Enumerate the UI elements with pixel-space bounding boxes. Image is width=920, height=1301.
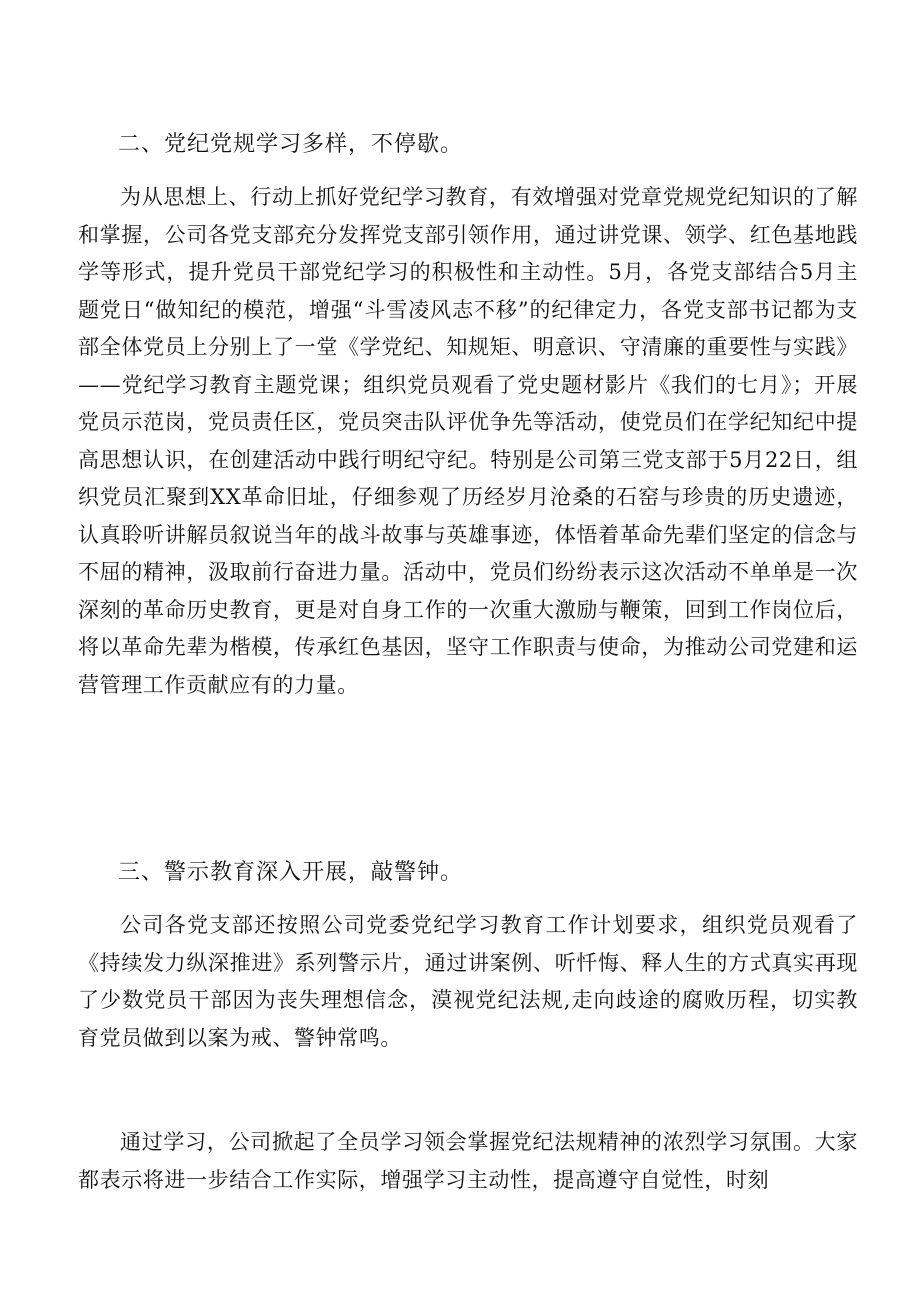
section-3-paragraph-1: 公司各党支部还按照公司党委党纪学习教育工作计划要求，组织党员观看了《持续发力纵深推进》系列警示片，通过讲案例、听忏悔、释人生的方式真实再现了少数党员干部因为丧失理想信念，漠视党纪法规,走向歧途的腐败历程，切实教育党员做到以案为戒、警钟常鸣。: [78, 913, 858, 1050]
section-heading-3: 三、警示教育深入开展，敲警钟。: [118, 860, 464, 885]
section-2-paragraph: 为从思想上、行动上抓好党纪学习教育，有效增强对党章党规党纪知识的了解和掌握，公司各党支部充分发挥党支部引领作用，通过讲党课、领学、红色基地践学等形式，提升党员干部党纪学习的积极性和主动性。5月，各党支部结合5月主题党日“做知纪的模范，增强“斗雪凌风志不移”的纪律定力，各党支部书记都为支部全体党员上分别上了一堂《学党纪、知规矩、明意识、守清廉的重要性与实践》——党纪学习教育主题党课；组织党员观看了党史题材影片《我们的七月》；开展党员示范岗，党员责任区，党员突击队评优争先等活动，使党员们在学纪知纪中提高思想认识，在创建活动中践行明纪守纪。特别是公司第三党支部于5月22日，组织党员汇聚到XX革命旧址，仔细参观了历经岁月沧桑的石窑与珍贵的历史遗迹，认真聆听讲解员叙说当年的战斗故事与英雄事迹，体悟着革命先辈们坚定的信念与不屈的精神，汲取前行奋进力量。活动中，党员们纷纷表示这次活动不单单是一次深刻的革命历史教育，更是对自身工作的一次重大激励与鞭策，回到工作岗位后，将以革命先辈为楷模，传承红色基因，坚守工作职责与使命，为推动公司党建和运营管理工作贡献应有的力量。: [78, 185, 858, 697]
section-3-paragraph-2: 通过学习，公司掀起了全员学习领会掌握党纪法规精神的浓烈学习氛围。大家都表示将进一步结合工作实际，增强学习主动性，提高遵守自觉性，时刻: [78, 1130, 858, 1192]
section-heading-2: 二、党纪党规学习多样，不停歇。: [118, 132, 464, 157]
